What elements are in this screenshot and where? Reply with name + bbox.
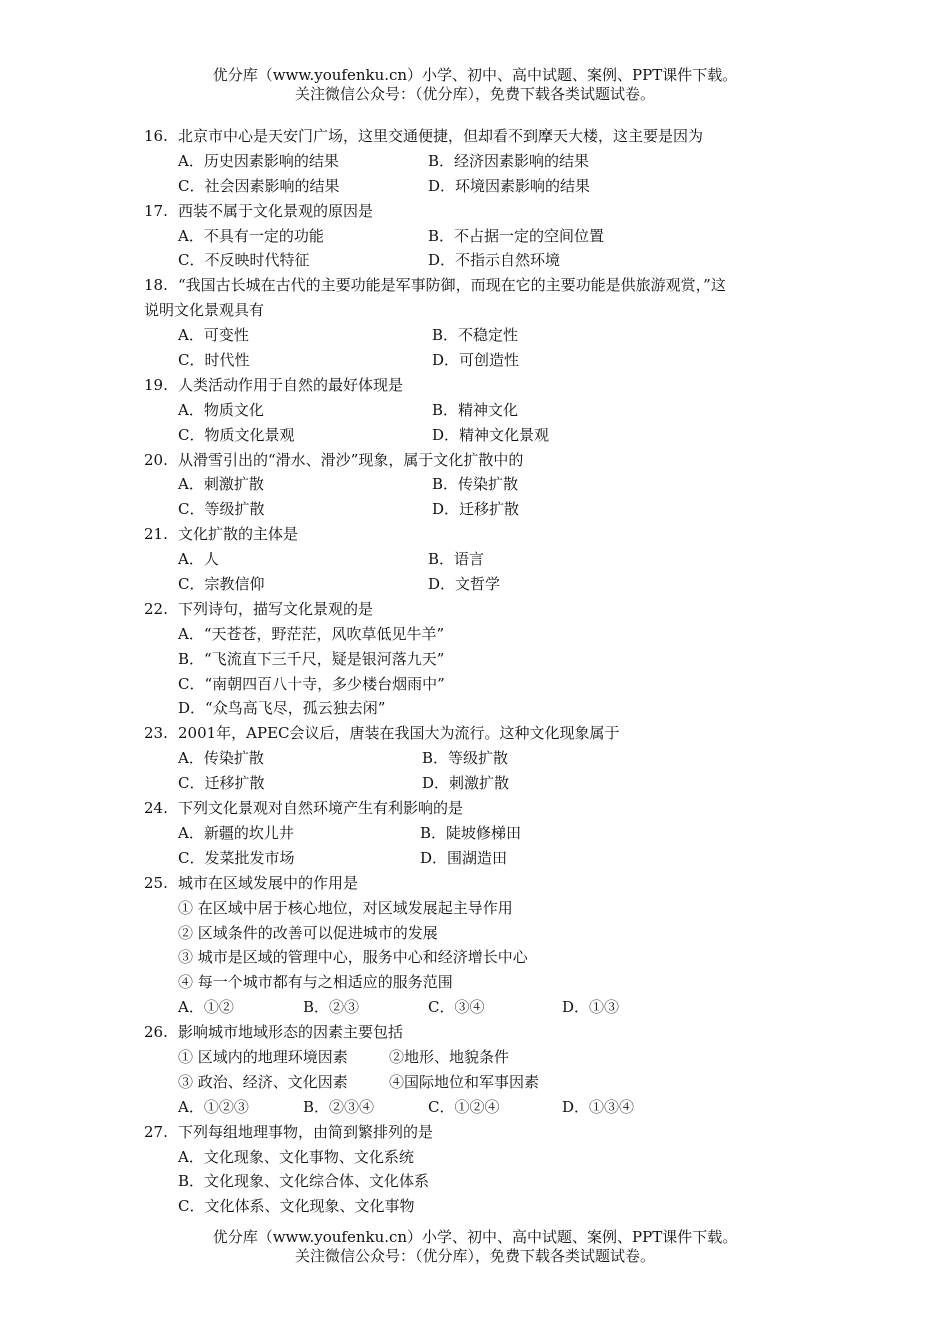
option-a: A．①② — [178, 998, 234, 1017]
option-b: B．经济因素影响的结果 — [428, 151, 590, 170]
option-c: C．文化体系、文化现象、文化事物 — [178, 1197, 415, 1216]
option-c: C．物质文化景观 — [178, 425, 295, 444]
question-25 — [0, 871, 950, 896]
question-stem: 下列诗句，描写文化景观的是 — [178, 599, 374, 618]
option-d: D．“众鸟高飞尽，孤云独去闲” — [178, 699, 386, 718]
option-c: C．迁移扩散 — [178, 774, 265, 793]
option-a: A．历史因素影响的结果 — [178, 151, 339, 170]
question-24 — [0, 796, 950, 821]
option-c: C．宗教信仰 — [178, 575, 265, 594]
option-a: A．①②③ — [178, 1097, 249, 1116]
option-b: B．文化现象、文化综合体、文化体系 — [178, 1172, 430, 1191]
question-stem: “我国古长城在古代的主要功能是军事防御，而现在它的主要功能是供旅游观赏，”这 — [178, 276, 726, 295]
option-c: C．“南朝四百八十寺，多少楼台烟雨中” — [178, 674, 445, 693]
statement-3: ③ 城市是区域的管理中心，服务中心和经济增长中心 — [178, 948, 528, 967]
question-stem: 下列每组地理事物，由简到繁排列的是 — [178, 1122, 434, 1141]
option-a: A．物质文化 — [178, 400, 264, 419]
question-number: 21. — [144, 525, 168, 544]
question-stem: 人类活动作用于自然的最好体现是 — [178, 375, 404, 394]
statement-1: ① 在区域中居于核心地位，对区域发展起主导作用 — [178, 898, 513, 917]
option-c: C．③④ — [428, 998, 485, 1017]
option-b: B．不稳定性 — [432, 326, 519, 345]
statement-2: ②地形、地貌条件 — [389, 1047, 510, 1066]
option-a: A．“天苍苍，野茫茫，风吹草低见牛羊” — [178, 624, 445, 643]
question-21 — [0, 522, 950, 547]
question-stem: 西装不属于文化景观的原因是 — [178, 201, 374, 220]
question-number: 22. — [144, 599, 168, 618]
question-26 — [0, 1020, 950, 1045]
option-b: B．②③ — [303, 998, 360, 1017]
question-16 — [0, 124, 950, 149]
option-d: D．环境因素影响的结果 — [428, 176, 591, 195]
header-line-2: 关注微信公众号：（优分库），免费下载各类试题试卷。 — [294, 85, 655, 103]
option-d: D．文哲学 — [428, 575, 501, 594]
statement-3: ③ 政治、经济、文化因素 — [178, 1072, 348, 1091]
question-stem: 文化扩散的主体是 — [178, 525, 299, 544]
question-stem: 从滑雪引出的“滑水、滑沙”现象，属于文化扩散中的 — [178, 450, 524, 469]
question-18 — [0, 273, 950, 298]
question-stem: 下列文化景观对自然环境产生有利影响的是 — [178, 799, 464, 818]
question-number: 27. — [144, 1122, 168, 1141]
option-b: B．精神文化 — [432, 400, 519, 419]
question-number: 26. — [144, 1023, 168, 1042]
statement-1: ① 区域内的地理环境因素 — [178, 1047, 348, 1066]
option-a: A．文化现象、文化事物、文化系统 — [178, 1147, 414, 1166]
option-b: B．不占据一定的空间位置 — [428, 226, 605, 245]
question-number: 24. — [144, 799, 168, 818]
question-17 — [0, 199, 950, 224]
question-number: 18. — [144, 276, 168, 295]
question-stem: 城市在区域发展中的作用是 — [178, 873, 359, 892]
question-number: 25. — [144, 873, 168, 892]
option-c: C．社会因素影响的结果 — [178, 176, 340, 195]
option-b: B．等级扩散 — [422, 749, 509, 768]
question-stem: 北京市中心是天安门广场，这里交通便捷，但却看不到摩天大楼，这主要是因为 — [178, 127, 704, 145]
question-22 — [0, 597, 950, 622]
option-c: C．时代性 — [178, 351, 250, 370]
option-b: B．陡坡修梯田 — [420, 823, 522, 842]
page-footer — [0, 1228, 950, 1266]
option-a: A．传染扩散 — [178, 749, 264, 768]
footer-line-2: 关注微信公众号：（优分库），免费下载各类试题试卷。 — [294, 1247, 655, 1265]
option-d: D．可创造性 — [432, 351, 520, 370]
option-a: A．刺激扩散 — [178, 475, 264, 494]
option-d: D．不指示自然环境 — [428, 251, 561, 270]
option-a: A．新疆的坎儿井 — [178, 823, 294, 842]
option-a: A．不具有一定的功能 — [178, 226, 324, 245]
question-19 — [0, 373, 950, 398]
question-stem: 2001年，APEC会议后，唐装在我国大为流行。这种文化现象属于 — [178, 724, 620, 743]
option-d: D．迁移扩散 — [432, 500, 520, 519]
question-20 — [0, 448, 950, 473]
option-d: D．围湖造田 — [420, 848, 508, 867]
question-number: 17. — [144, 201, 168, 220]
option-d: D．①③④ — [562, 1097, 635, 1116]
question-list — [0, 124, 950, 1219]
question-27 — [0, 1120, 950, 1145]
question-number: 19. — [144, 375, 168, 394]
option-d: D．①③ — [562, 998, 620, 1017]
footer-line-1: 优分库（www.youfenku.cn）小学、初中、高中试题、案例、PPT课件下载。 — [212, 1228, 738, 1246]
statement-4: ④ 每一个城市都有与之相适应的服务范围 — [178, 973, 453, 992]
question-18-continued: 说明文化景观具有 — [144, 301, 265, 320]
option-b: B．“飞流直下三千尺，疑是银河落九天” — [178, 649, 445, 668]
option-c: C．发菜批发市场 — [178, 848, 295, 867]
statement-4: ④国际地位和军事因素 — [389, 1072, 540, 1091]
option-d: D．精神文化景观 — [432, 425, 550, 444]
page-header — [0, 66, 950, 104]
question-23 — [0, 721, 950, 746]
statement-2: ② 区域条件的改善可以促进城市的发展 — [178, 923, 438, 942]
question-number: 16. — [144, 127, 168, 145]
option-a: A．人 — [178, 550, 219, 569]
option-c: C．①②④ — [428, 1097, 500, 1116]
option-c: C．等级扩散 — [178, 500, 265, 519]
option-b: B．②③④ — [303, 1097, 375, 1116]
question-number: 20. — [144, 450, 168, 469]
question-number: 23. — [144, 724, 168, 743]
question-stem: 影响城市地域形态的因素主要包括 — [178, 1023, 404, 1042]
option-b: B．传染扩散 — [432, 475, 519, 494]
header-line-1: 优分库（www.youfenku.cn）小学、初中、高中试题、案例、PPT课件下载。 — [212, 66, 738, 84]
option-a: A．可变性 — [178, 326, 249, 345]
option-b: B．语言 — [428, 550, 485, 569]
option-d: D．刺激扩散 — [422, 774, 510, 793]
option-c: C．不反映时代特征 — [178, 251, 310, 270]
